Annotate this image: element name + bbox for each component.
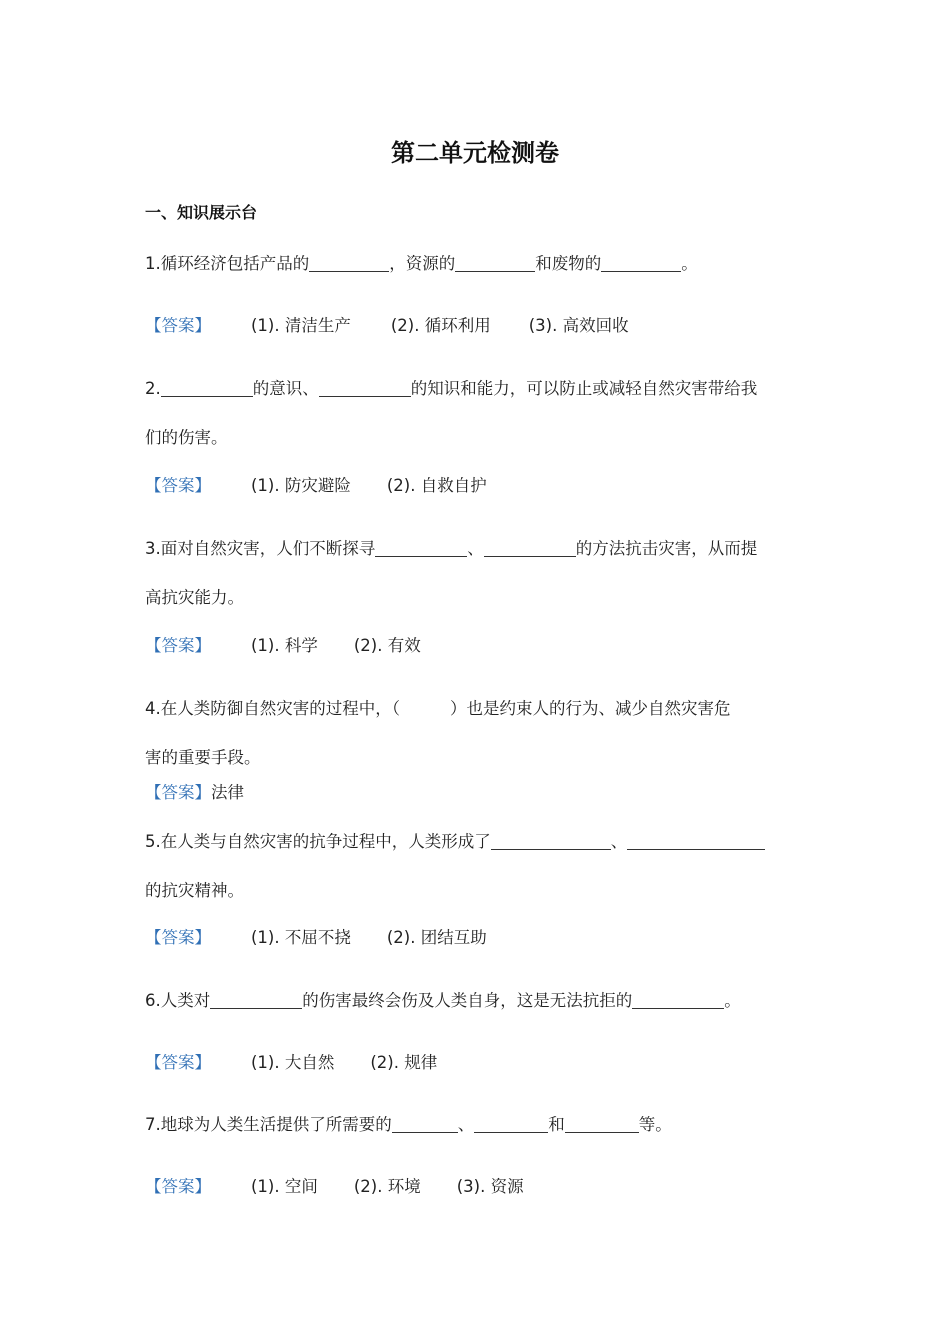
question-text: 的意识、: [252, 379, 319, 398]
answer-blank: [627, 832, 765, 850]
question-text: ）也是约束人的行为、减少自然灾害危: [450, 699, 731, 718]
answer-blank: [455, 254, 535, 272]
answer-blank: [474, 1115, 548, 1133]
answer-part: (2). 环境: [353, 1177, 421, 1196]
answer-part: (3). 高效回收: [528, 316, 629, 335]
question-text: 4.在人类防御自然灾害的过程中，（: [145, 699, 400, 718]
answer-6: [145, 1049, 437, 1073]
answer-4: [145, 779, 244, 803]
section-heading: 一、知识展示台: [145, 203, 258, 222]
question-text: ，资源的: [389, 254, 456, 273]
question-7: [145, 1111, 810, 1135]
answer-tag: 【答案】: [145, 783, 211, 802]
answer-part: (2). 有效: [353, 636, 421, 655]
answer-part: (1). 不屈不挠: [251, 928, 351, 947]
question-5: [145, 828, 810, 852]
question-text: 7.地球为人类生活提供了所需要的: [145, 1115, 392, 1134]
question-1: [145, 250, 810, 274]
answer-part: (2). 团结互助: [386, 928, 487, 947]
question-2: [145, 375, 810, 399]
question-text: 。: [724, 991, 741, 1010]
question-text: 。: [681, 254, 698, 273]
answer-blank: [161, 379, 253, 397]
answer-tag: 【答案】: [145, 1053, 211, 1072]
question-text: 3.面对自然灾害，人们不断探寻: [145, 539, 376, 558]
question-4: [145, 695, 810, 719]
question-3-line-2: 高抗灾能力。: [145, 588, 244, 607]
answer-blank: [484, 539, 576, 557]
answer-5: [145, 924, 487, 948]
answer-7: [145, 1173, 524, 1197]
answer-part: (2). 规律: [370, 1053, 438, 1072]
question-6: [145, 987, 810, 1011]
question-text: 1.循环经济包括产品的: [145, 254, 310, 273]
document-title: 第二单元检测卷: [391, 138, 559, 167]
answer-blank: [309, 254, 389, 272]
answer-blank: [375, 539, 467, 557]
answer-part: 法律: [211, 783, 244, 802]
answer-part: (1). 防灾避险: [251, 476, 351, 495]
answer-1: [145, 312, 629, 336]
question-text: 5.在人类与自然灾害的抗争过程中，人类形成了: [145, 832, 491, 851]
answer-tag: 【答案】: [145, 636, 211, 655]
answer-blank: [565, 1115, 639, 1133]
answer-part: (2). 自救自护: [386, 476, 487, 495]
question-text: 的伤害最终会伤及人类自身，这是无法抗拒的: [302, 991, 633, 1010]
question-text: 6.人类对: [145, 991, 211, 1010]
answer-blank: [319, 379, 411, 397]
answer-part: (2). 循环利用: [390, 316, 491, 335]
question-5-line-2: 的抗灾精神。: [145, 881, 244, 900]
question-3: [145, 535, 810, 559]
answer-part: (1). 科学: [251, 636, 318, 655]
question-text: 和: [548, 1115, 565, 1134]
answer-part: (1). 空间: [251, 1177, 318, 1196]
answer-tag: 【答案】: [145, 1177, 211, 1196]
question-text: 、: [457, 1115, 475, 1134]
question-text: 的知识和能力，可以防止或减轻自然灾害带给我: [410, 379, 758, 398]
question-text: 、: [610, 832, 628, 851]
answer-tag: 【答案】: [145, 476, 211, 495]
question-text: 的方法抗击灾害，从而提: [575, 539, 758, 558]
answer-part: (1). 清洁生产: [251, 316, 351, 335]
answer-part: (1). 大自然: [251, 1053, 335, 1072]
answer-blank: [491, 832, 611, 850]
answer-part: (3). 资源: [456, 1177, 524, 1196]
question-text: 等。: [638, 1115, 672, 1134]
answer-3: [145, 632, 421, 656]
question-text: 2.: [145, 379, 161, 398]
answer-blank: [210, 991, 302, 1009]
question-text: 和废物的: [535, 254, 602, 273]
answer-tag: 【答案】: [145, 928, 211, 947]
answer-tag: 【答案】: [145, 316, 211, 335]
question-text: 、: [467, 539, 484, 558]
question-2-line-2: 们的伤害。: [145, 428, 228, 447]
answer-blank: [392, 1115, 458, 1133]
answer-blank: [632, 991, 724, 1009]
question-4-line-2: 害的重要手段。: [145, 748, 261, 767]
answer-2: [145, 472, 487, 496]
answer-blank: [601, 254, 681, 272]
